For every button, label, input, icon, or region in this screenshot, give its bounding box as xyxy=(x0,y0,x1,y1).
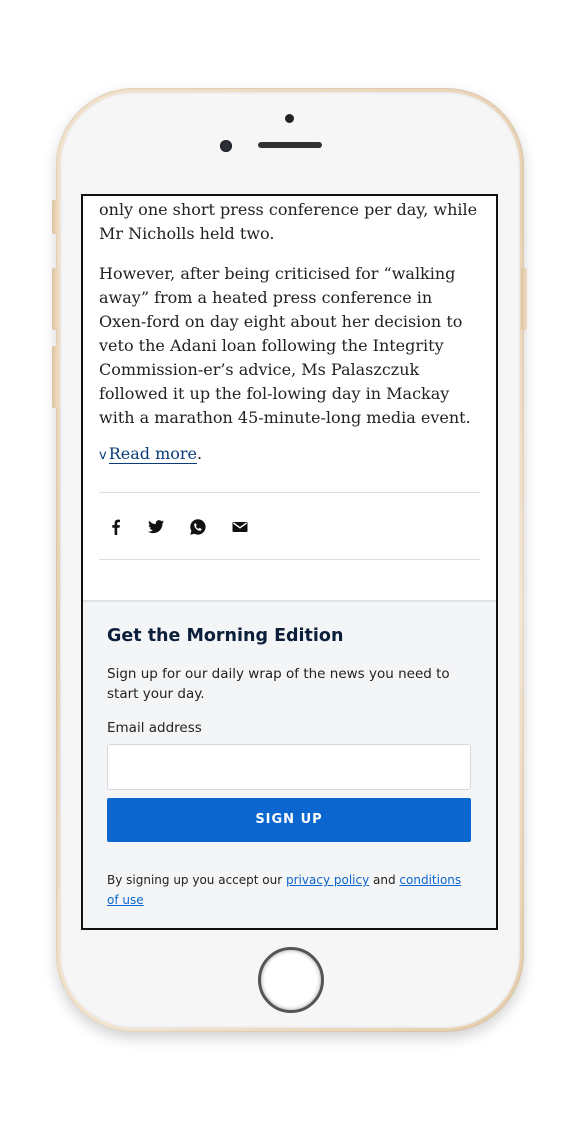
email-icon[interactable] xyxy=(231,518,249,536)
sign-up-button[interactable]: SIGN UP xyxy=(107,798,471,842)
proximity-sensor xyxy=(285,114,294,123)
article-paragraph: only one short press conference per day, while Mr Nicholls held two. xyxy=(99,200,478,243)
earpiece-speaker xyxy=(258,142,322,148)
power-button xyxy=(521,268,527,330)
volume-down-button xyxy=(52,346,58,408)
article-body xyxy=(83,198,496,468)
front-camera xyxy=(220,140,232,152)
newsletter-description: Sign up for our daily wrap of the news you need to start your day. xyxy=(107,666,450,702)
whatsapp-icon[interactable] xyxy=(189,518,207,536)
conditions-of-use-link[interactable]: conditions of use xyxy=(107,873,462,907)
email-field[interactable] xyxy=(107,744,471,790)
article-paragraph: However, after being criticised for “walking away” from a heated press conference in Oxen-ford on day eight about her decision to veto the Adani loan following the Integrity Commission-er’s advice, Ms Palaszczuk followed it up the fol-lowing day in Mackay with a marathon 45-minute-long media event. xyxy=(99,264,471,427)
newsletter-signup xyxy=(83,600,496,930)
read-more-link[interactable]: Read more xyxy=(108,444,198,463)
mute-switch xyxy=(52,200,58,234)
read-more-period: . xyxy=(197,444,203,463)
email-label: Email address xyxy=(107,720,202,736)
home-button[interactable] xyxy=(258,947,324,1013)
privacy-policy-link[interactable]: privacy policy xyxy=(286,873,370,887)
volume-up-button xyxy=(52,268,58,330)
newsletter-title: Get the Morning Edition xyxy=(107,626,344,646)
twitter-icon[interactable] xyxy=(147,518,165,536)
read-more xyxy=(99,442,480,468)
legal-and: and xyxy=(369,873,400,887)
phone-screen xyxy=(81,194,498,930)
facebook-icon[interactable] xyxy=(107,518,125,536)
share-bar xyxy=(99,492,480,560)
legal-prefix: By signing up you accept our xyxy=(107,873,286,887)
legal-text xyxy=(107,870,471,910)
chevron-down-icon: v xyxy=(99,448,107,463)
